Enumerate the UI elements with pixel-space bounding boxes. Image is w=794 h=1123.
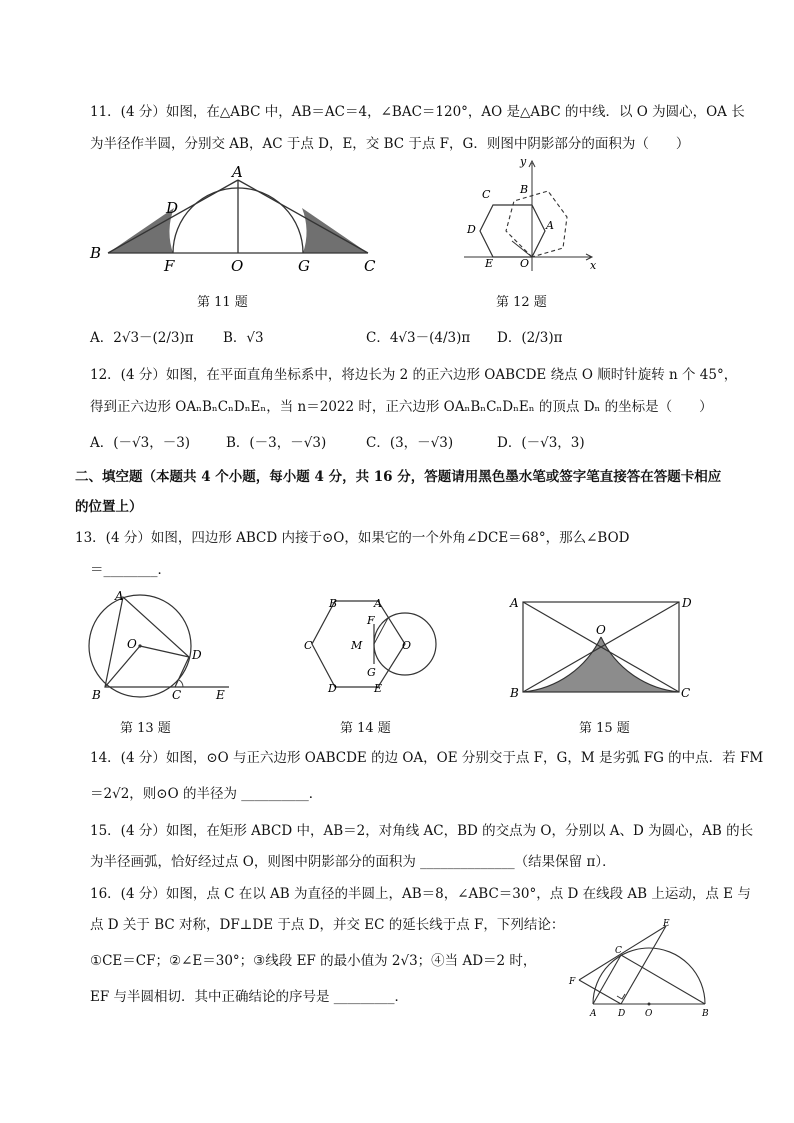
label-d: D (328, 682, 337, 695)
q11-text-line1: 11．(4 分）如图，在△ABC 中，AB＝AC＝4，∠BAC＝120°，AO 是△ABC 的中线．以 O 为圆心，OA 长 (90, 104, 745, 120)
label-a: A (115, 589, 124, 603)
figure-q16 (565, 918, 715, 1020)
label-d: D (192, 648, 202, 662)
q12-option-b: B．(－3，－√3) (226, 435, 327, 451)
label-c: C (364, 257, 376, 275)
q16-text-line3: ①CE＝CF；②∠E＝30°；③线段 EF 的最小值为 2√3；④当 AD＝2 时， (90, 953, 537, 969)
label-a: A (546, 219, 554, 232)
label-f: F (569, 977, 576, 987)
q16-text-line4: EF 与半圆相切．其中正确结论的序号是 _________． (90, 989, 409, 1005)
figure-q12 (460, 153, 610, 278)
label-o: O (231, 257, 244, 275)
label-b: B (329, 597, 338, 610)
label-b: B (510, 686, 519, 700)
q12-option-a: A．(－√3，－3) (90, 435, 191, 451)
label-f: F (367, 614, 375, 627)
q11-option-d: D．(2/3)π (497, 330, 563, 346)
label-a: A (510, 596, 519, 610)
label-c: C (304, 639, 313, 652)
caption-q14: 第 14 题 (340, 721, 391, 736)
label-a: A (590, 1009, 597, 1019)
label-b: B (520, 183, 529, 196)
caption-q15: 第 15 题 (579, 721, 630, 736)
label-c: C (615, 946, 622, 956)
label-a: A (232, 163, 243, 181)
label-o: O (520, 257, 530, 270)
figure-q13 (85, 588, 235, 706)
label-b: B (92, 688, 101, 702)
label-m: M (351, 639, 363, 652)
q15-text-line1: 15．(4 分）如图，在矩形 ABCD 中，AB＝2，对角线 AC，BD 的交点为 O，分别以 A、D 为圆心，AB 的长 (90, 823, 754, 839)
q13-text-line1: 13．(4 分）如图，四边形 ABCD 内接于⊙O，如果它的一个外角∠DCE＝68°，那么∠BOD (75, 530, 630, 546)
label-o: O (402, 639, 412, 652)
q11-option-a: A．2√3－(2/3)π (90, 330, 194, 346)
label-g: G (367, 666, 376, 679)
label-e: E (216, 688, 225, 702)
label-x: x (590, 259, 597, 272)
label-b: B (702, 1009, 709, 1019)
label-b: B (90, 244, 102, 262)
q11-option-b: B．√3 (223, 330, 264, 346)
section2-heading-line1: 二、填空题（本题共 4 个小题，每小题 4 分，共 16 分，答题请用黑色墨水笔或签字笔直接答在答题卡相应 (75, 469, 722, 485)
label-c: C (482, 188, 491, 201)
label-o: O (127, 637, 137, 651)
q13-text-line2: ＝________． (90, 562, 171, 578)
label-d: D (682, 596, 692, 610)
hexagon-solid (480, 205, 545, 257)
q11-option-c: C．4√3－(4/3)π (366, 330, 471, 346)
shaded-region-right (302, 208, 368, 253)
figure-q14 (300, 592, 440, 702)
q15-text-line2: 为半径画弧，恰好经过点 O，则图中阴影部分的面积为 ______________（结果保留 π）． (90, 854, 616, 870)
caption-q12: 第 12 题 (496, 295, 547, 310)
q11-text-line2: 为半径作半圆，分别交 AB，AC 于点 D，E，交 BC 于点 F，G．则图中阴影部分的面积为（ ） (90, 136, 690, 152)
label-c: C (172, 688, 182, 702)
label-o: O (596, 623, 606, 637)
label-f: F (164, 257, 175, 275)
label-d: D (618, 1009, 626, 1019)
label-d: D (467, 223, 476, 236)
q12-option-d: D．(－√3，3) (497, 435, 585, 451)
label-e: E (374, 682, 383, 695)
q14-text-line1: 14．(4 分）如图，⊙O 与正六边形 OABCDE 的边 OA，OE 分别交于点 F，G，M 是劣弧 FG 的中点．若 FM (90, 750, 764, 766)
label-e: E (663, 919, 670, 929)
label-g: G (298, 257, 310, 275)
label-y: y (520, 155, 527, 168)
label-d: D (166, 199, 179, 217)
section2-heading-line2: 的位置上） (75, 499, 143, 515)
figure-q11 (88, 163, 388, 278)
figure-q15 (508, 592, 703, 702)
q16-text-line2: 点 D 关于 BC 对称，DF⊥DE 于点 D，并交 EC 的延长线于点 F，下列结论： (90, 917, 565, 933)
label-o: O (645, 1009, 653, 1019)
segment-ac (238, 180, 368, 253)
label-e: E (485, 257, 494, 270)
q14-text-line2: ＝2√2，则⊙O 的半径为 __________． (90, 786, 323, 802)
q12-text-line2: 得到正六边形 OAₙBₙCₙDₙEₙ，当 n＝2022 时，正六边形 OAₙBₙCₙDₙEₙ 的顶点 Dₙ 的坐标是（ ） (90, 399, 713, 415)
q12-text-line1: 12．(4 分）如图，在平面直角坐标系中，将边长为 2 的正六边形 OABCDE 绕点 O 顺时针旋转 n 个 45°， (90, 367, 738, 383)
label-a: A (374, 597, 382, 610)
q16-text-line1: 16．(4 分）如图，点 C 在以 AB 为直径的半圆上，AB＝8，∠ABC＝30°，点 D 在线段 AB 上运动，点 E 与 (90, 886, 751, 902)
label-c: C (681, 686, 691, 700)
shaded-region (523, 637, 679, 692)
caption-q11: 第 11 题 (197, 295, 248, 310)
shaded-region-left (108, 208, 174, 253)
caption-q13: 第 13 题 (120, 721, 171, 736)
q12-option-c: C．(3，－√3) (366, 435, 454, 451)
